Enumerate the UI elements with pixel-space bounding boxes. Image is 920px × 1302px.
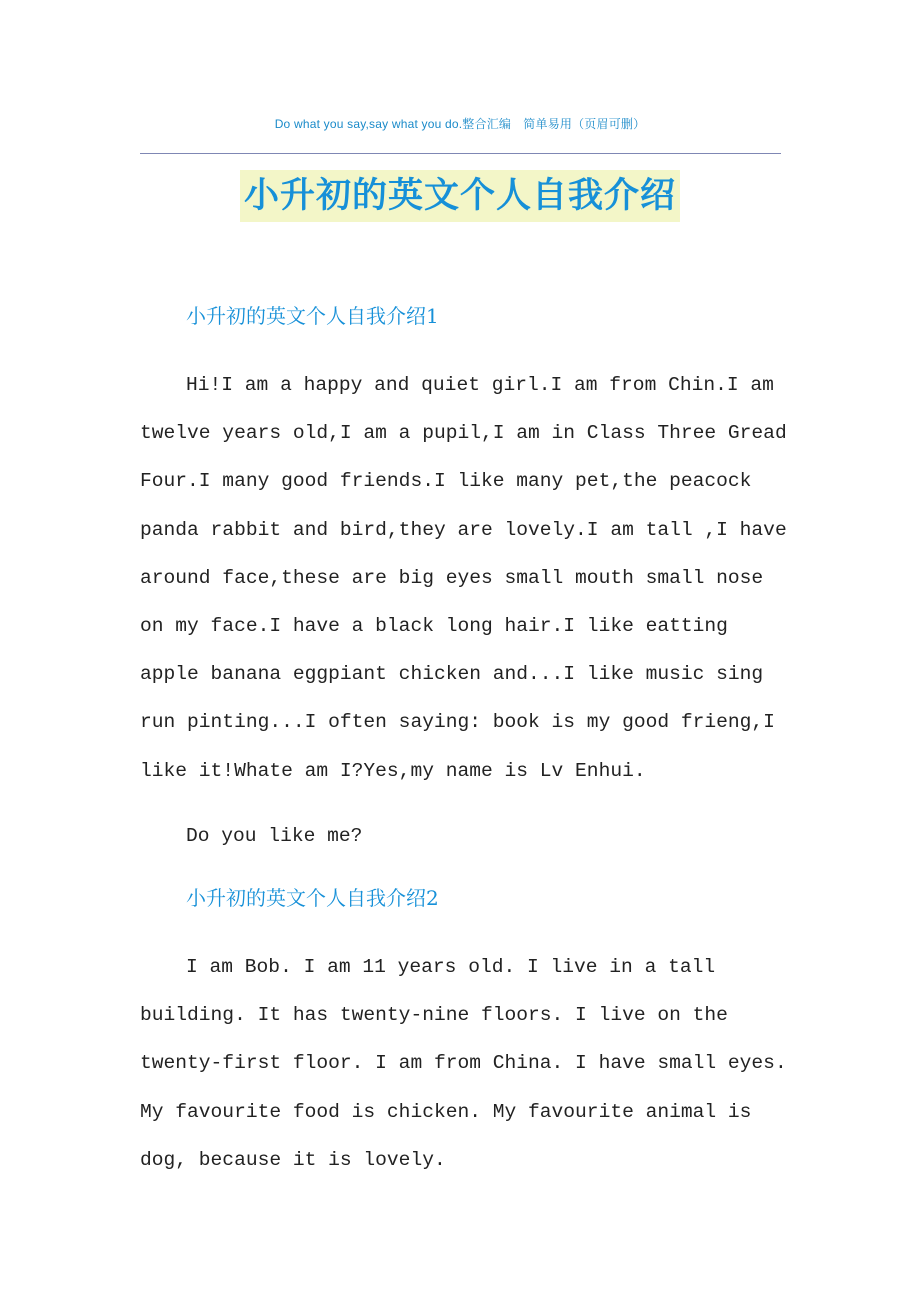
- paragraph-line: Four.I many good friends.I like many pet,the peacock: [140, 470, 752, 493]
- paragraph-line: My favourite food is chicken. My favourite animal is: [140, 1100, 752, 1123]
- paragraph-line: run pinting...I often saying: book is my good frieng,I: [140, 711, 775, 734]
- paragraph-line: panda rabbit and bird,they are lovely.I am tall ,I have: [140, 518, 787, 541]
- paragraph-line: on my face.I have a black long hair.I like eatting: [140, 615, 728, 638]
- page-header: Do what you say,say what you do.整合汇编 简单易用（页眉可删）: [274, 117, 646, 131]
- paragraph-line: around face,these are big eyes small mouth small nose: [140, 566, 764, 589]
- section-heading-1: 小升初的英文个人自我介绍1: [186, 304, 439, 328]
- paragraph-line: Hi!I am a happy and quiet girl.I am from Chin.I am: [186, 374, 774, 396]
- paragraph-line: dog, because it is lovely.: [140, 1148, 446, 1171]
- paragraph-line: apple banana eggpiant chicken and...I like music sing: [140, 663, 764, 686]
- paragraph-line: like it!Whate am I?Yes,my name is Lv Enhui.: [140, 759, 646, 782]
- section-heading-2: 小升初的英文个人自我介绍2: [186, 886, 439, 910]
- paragraph-line: twelve years old,I am a pupil,I am in Class Three Gread: [140, 422, 787, 445]
- header-divider: [140, 153, 781, 154]
- paragraph-line: I am Bob. I am 11 years old. I live in a tall: [186, 956, 716, 978]
- title-container: [0, 170, 920, 222]
- document-title: 小升初的英文个人自我介绍: [240, 170, 680, 222]
- paragraph-line: Do you like me?: [186, 825, 363, 847]
- paragraph-line: building. It has twenty-nine floors. I live on the: [140, 1004, 728, 1027]
- paragraph-1: [140, 361, 800, 795]
- paragraph-2: [140, 812, 800, 860]
- paragraph-line: twenty-first floor. I am from China. I have small eyes.: [140, 1052, 787, 1075]
- paragraph-3: [140, 943, 800, 1184]
